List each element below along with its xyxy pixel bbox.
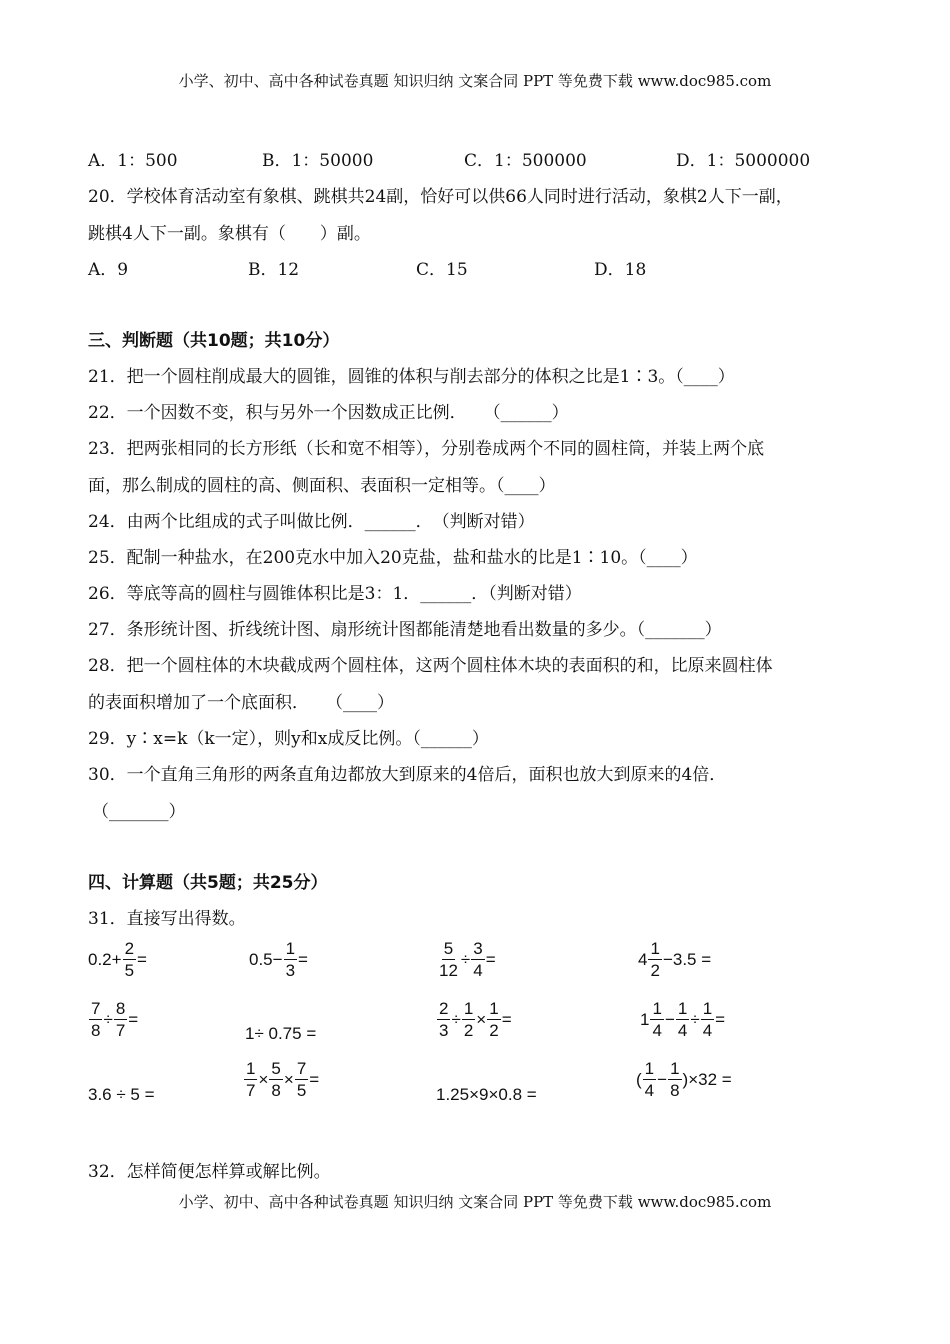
calc-text: = — [309, 1069, 320, 1089]
calc-r3c3 — [436, 1085, 537, 1105]
fraction: $\frac{1}{4}$ — [702, 999, 713, 1040]
calc-text: = — [501, 1009, 512, 1029]
calc-text: 1.25×9×0.8 = — [436, 1085, 537, 1104]
fraction: $\frac{2}{3}$ — [439, 999, 449, 1040]
calc-op: × — [476, 1009, 487, 1029]
calc-r1c2 — [249, 938, 308, 981]
calc-text: 1 — [640, 1009, 650, 1029]
calc-r2c3 — [436, 998, 512, 1041]
calc-text: −3.5 = — [662, 949, 712, 969]
q25: 25．配制一种盐水，在200克水中加入20克盐，盐和盐水的比是1∶10。（____） — [88, 548, 698, 568]
q31-title: 31．直接写出得数。 — [88, 909, 246, 929]
fraction: $\frac{7}{8}$ — [91, 999, 101, 1040]
q19-option-c: C．1：500000 — [464, 151, 587, 171]
q19-option-b: B．1：50000 — [262, 151, 374, 171]
calc-r1c4 — [638, 938, 711, 981]
fraction: $\frac{7}{5}$ — [296, 1059, 307, 1100]
q19-option-a: A．1：500 — [88, 151, 178, 171]
calc-r2c1 — [88, 998, 138, 1041]
q28-line2: 的表面积增加了一个底面积． （____） — [88, 693, 394, 713]
calc-op: ÷ — [460, 949, 471, 969]
fraction: $\frac{1}{2}$ — [650, 939, 660, 980]
q24: 24．由两个比组成的式子叫做比例．______． （判断对错） — [88, 512, 535, 532]
fraction: $\frac{5}{12}$ — [439, 939, 458, 980]
calc-op: − — [657, 1069, 668, 1089]
fraction: $\frac{1}{2}$ — [463, 999, 474, 1040]
q20-option-b: B．12 — [248, 260, 300, 280]
calc-text: 0.5− — [249, 949, 283, 969]
fraction: $\frac{1}{4}$ — [644, 1059, 655, 1100]
calc-r1c1 — [88, 938, 147, 981]
fraction: $\frac{1}{8}$ — [670, 1059, 680, 1100]
page-footer: 小学、初中、高中各种试卷真题 知识归纳 文案合同 PPT 等免费下载 www.doc985.com — [178, 1193, 772, 1211]
calc-op: ÷ — [690, 1009, 700, 1029]
fraction: $\frac{1}{4}$ — [677, 999, 688, 1040]
section4-title: 四、计算题（共5题；共25分） — [88, 873, 328, 893]
q28-line1: 28．把一个圆柱体的木块截成两个圆柱体，这两个圆柱体木块的表面积的和，比原来圆柱体 — [88, 656, 773, 676]
calc-r3c4 — [636, 1058, 732, 1101]
q30-line1: 30．一个直角三角形的两条直角边都放大到原来的4倍后，面积也放大到原来的4倍． — [88, 765, 727, 785]
page-header: 小学、初中、高中各种试卷真题 知识归纳 文案合同 PPT 等免费下载 www.doc985.com — [178, 72, 772, 90]
q27: 27．条形统计图、折线统计图、扇形统计图都能清楚地看出数量的多少。（_______） — [88, 620, 722, 640]
calc-text: 4 — [638, 949, 648, 969]
calc-op: ÷ — [103, 1009, 113, 1029]
fraction: $\frac{1}{2}$ — [489, 999, 499, 1040]
calc-text: 1÷ 0.75 = — [245, 1024, 317, 1043]
q23-line2: 面，那么制成的圆柱的高、侧面积、表面积一定相等。（____） — [88, 476, 556, 496]
calc-text: = — [298, 949, 308, 969]
calc-op: × — [258, 1069, 269, 1089]
fraction: $\frac{2}{5}$ — [124, 939, 135, 980]
q19-option-d: D．1：5000000 — [676, 151, 811, 171]
section3-title: 三、判断题（共10题；共10分） — [88, 331, 340, 351]
calc-text: = — [715, 1009, 726, 1029]
calc-r2c4 — [640, 998, 725, 1041]
q22: 22．一个因数不变，积与另外一个因数成正比例． （______） — [88, 403, 569, 423]
calc-r3c1 — [88, 1085, 155, 1105]
calc-r2c2 — [245, 1024, 316, 1044]
q20-option-c: C．15 — [416, 260, 468, 280]
fraction: $\frac{5}{8}$ — [271, 1059, 281, 1100]
q29: 29．y∶x=k（k一定），则y和x成反比例。（______） — [88, 729, 489, 749]
q20-option-d: D．18 — [594, 260, 647, 280]
calc-op: − — [664, 1009, 675, 1029]
calc-text: ( — [636, 1069, 642, 1089]
calc-op: × — [283, 1069, 294, 1089]
calc-text: = — [137, 949, 147, 969]
fraction: $\frac{1}{3}$ — [285, 939, 296, 980]
q20-option-a: A．9 — [88, 260, 129, 280]
q23-line1: 23．把两张相同的长方形纸（长和宽不相等），分别卷成两个不同的圆柱筒，并装上两个底 — [88, 439, 765, 459]
calc-text: = — [485, 949, 496, 969]
q20-line1: 20．学校体育活动室有象棋、跳棋共24副，恰好可以供66人同时进行活动，象棋2人下一副， — [88, 187, 793, 207]
fraction: $\frac{3}{4}$ — [473, 939, 483, 980]
calc-text: 3.6 ÷ 5 = — [88, 1085, 155, 1104]
calc-text: )×32 = — [682, 1069, 732, 1089]
fraction: $\frac{8}{7}$ — [115, 999, 126, 1040]
calc-text: = — [128, 1009, 139, 1029]
calc-r1c3 — [436, 938, 496, 981]
calc-r3c2 — [243, 1058, 319, 1101]
fraction: $\frac{1}{4}$ — [652, 999, 662, 1040]
q26: 26．等底等高的圆柱与圆锥体积比是3：1．______．（判断对错） — [88, 584, 582, 604]
calc-op: ÷ — [451, 1009, 461, 1029]
q21: 21．把一个圆柱削成最大的圆锥，圆锥的体积与削去部分的体积之比是1∶3。（____） — [88, 367, 735, 387]
calc-text: 0.2+ — [88, 949, 122, 969]
q32-title: 32．怎样简便怎样算或解比例。 — [88, 1162, 331, 1182]
fraction: $\frac{1}{7}$ — [246, 1059, 256, 1100]
q20-line2: 跳棋4人下一副。象棋有（ ）副。 — [88, 224, 371, 244]
q30-line2: （_______） — [92, 802, 186, 822]
